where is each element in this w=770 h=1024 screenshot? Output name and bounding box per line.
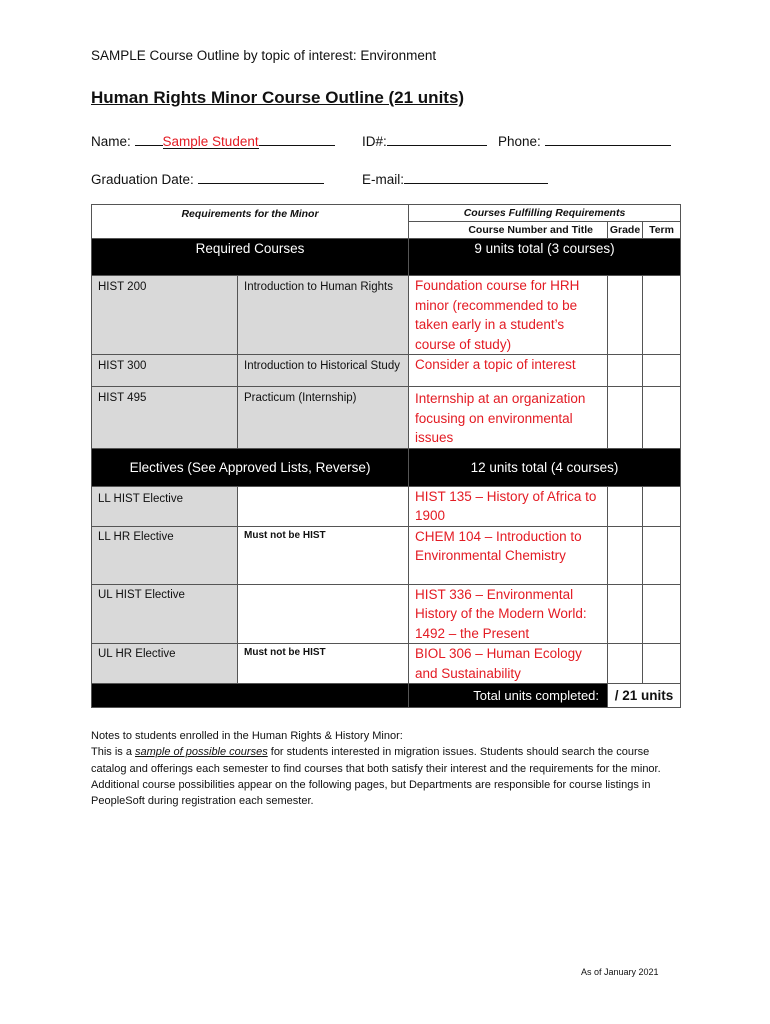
notes-text-b: for students interested in migration issues. Students should search the course catalog and offerings each semester to find courses that both satisfy their interest and the requirements for the minor. Additional course possibilities appear on the following pages, but Departments are responsible for course listings in PeopleSoft during registration each semester. xyxy=(91,746,661,808)
fulfilling-course: HIST 135 – History of Africa to 1900 xyxy=(409,486,608,526)
course-outline-table xyxy=(91,204,681,708)
elective-note xyxy=(238,486,409,526)
grade-col-header: Grade xyxy=(608,222,643,239)
graduation-line xyxy=(198,169,324,184)
table-row xyxy=(92,355,681,387)
notes-paragraph xyxy=(91,744,681,809)
electives-section-row xyxy=(92,448,681,486)
total-value: / 21 units xyxy=(608,684,681,708)
table-header-row-1 xyxy=(92,205,681,222)
course-title: Introduction to Historical Study xyxy=(238,355,409,387)
course-title: Introduction to Human Rights xyxy=(238,276,409,355)
table-row xyxy=(92,486,681,526)
fulfilling-course: Foundation course for HRH minor (recommended to be taken early in a student’s course of study) xyxy=(409,276,608,355)
term-cell xyxy=(643,644,681,684)
course-col-header: Course Number and Title xyxy=(409,222,608,239)
elective-code: LL HIST Elective xyxy=(92,486,238,526)
graduation-field xyxy=(91,169,324,187)
document-top-label: SAMPLE Course Outline by topic of interest: Environment xyxy=(91,48,437,63)
grade-cell xyxy=(608,526,643,584)
email-label: E-mail: xyxy=(362,172,405,187)
footer-date: As of January 2021 xyxy=(581,967,659,977)
phone-label: Phone: xyxy=(498,134,541,149)
email-line xyxy=(404,169,548,184)
term-cell xyxy=(643,355,681,387)
fulfilling-course: HIST 336 – Environmental History of the Modern World: 1492 – the Present xyxy=(409,584,608,644)
phone-line xyxy=(545,131,671,146)
grade-cell xyxy=(608,387,643,449)
id-field xyxy=(362,131,487,149)
elective-note: Must not be HIST xyxy=(238,526,409,584)
course-code: HIST 300 xyxy=(92,355,238,387)
elective-code: LL HR Elective xyxy=(92,526,238,584)
grade-cell xyxy=(608,355,643,387)
course-code: HIST 495 xyxy=(92,387,238,449)
term-cell xyxy=(643,387,681,449)
elective-note xyxy=(238,584,409,644)
grade-cell xyxy=(608,486,643,526)
grade-cell xyxy=(608,276,643,355)
total-blank xyxy=(92,684,409,708)
required-courses-label: Required Courses xyxy=(92,239,409,276)
table-row xyxy=(92,276,681,355)
courses-header: Courses Fulfilling Requirements xyxy=(409,205,681,222)
grade-cell xyxy=(608,644,643,684)
required-units-label: 9 units total (3 courses) xyxy=(409,239,681,276)
table-row xyxy=(92,526,681,584)
notes-section xyxy=(91,728,681,809)
electives-label: Electives (See Approved Lists, Reverse) xyxy=(92,448,409,486)
fulfilling-course: Consider a topic of interest xyxy=(409,355,608,387)
table-row xyxy=(92,584,681,644)
elective-code: UL HR Elective xyxy=(92,644,238,684)
required-section-row xyxy=(92,239,681,276)
name-field xyxy=(91,131,335,149)
requirements-header: Requirements for the Minor xyxy=(92,205,409,239)
term-cell xyxy=(643,584,681,644)
fulfilling-course: CHEM 104 – Introduction to Environmental Chemistry xyxy=(409,526,608,584)
email-field xyxy=(362,169,548,187)
notes-text-a: This is a xyxy=(91,746,136,759)
fulfilling-course: BIOL 306 – Human Ecology and Sustainability xyxy=(409,644,608,684)
name-line-a xyxy=(135,131,163,146)
table-row xyxy=(92,644,681,684)
notes-emphasis: sample of possible courses xyxy=(135,746,268,759)
fulfilling-course: Internship at an organization focusing on environmental issues xyxy=(409,387,608,449)
notes-heading: Notes to students enrolled in the Human Rights & History Minor: xyxy=(91,730,403,742)
term-cell xyxy=(643,486,681,526)
grade-cell xyxy=(608,584,643,644)
name-value: Sample Student xyxy=(162,134,259,149)
elective-note: Must not be HIST xyxy=(238,644,409,684)
page-title: Human Rights Minor Course Outline (21 units) xyxy=(91,88,465,107)
term-col-header: Term xyxy=(643,222,681,239)
graduation-label: Graduation Date: xyxy=(91,172,194,187)
phone-field xyxy=(498,131,671,149)
term-cell xyxy=(643,526,681,584)
id-label: ID#: xyxy=(362,134,387,149)
table-row xyxy=(92,387,681,449)
term-cell xyxy=(643,276,681,355)
elective-code: UL HIST Elective xyxy=(92,584,238,644)
total-row xyxy=(92,684,681,708)
course-title: Practicum (Internship) xyxy=(238,387,409,449)
electives-units-label: 12 units total (4 courses) xyxy=(409,448,681,486)
name-line-b xyxy=(259,131,335,146)
total-label: Total units completed: xyxy=(409,684,608,708)
name-label: Name: xyxy=(91,134,131,149)
id-line xyxy=(387,131,487,146)
course-code: HIST 200 xyxy=(92,276,238,355)
